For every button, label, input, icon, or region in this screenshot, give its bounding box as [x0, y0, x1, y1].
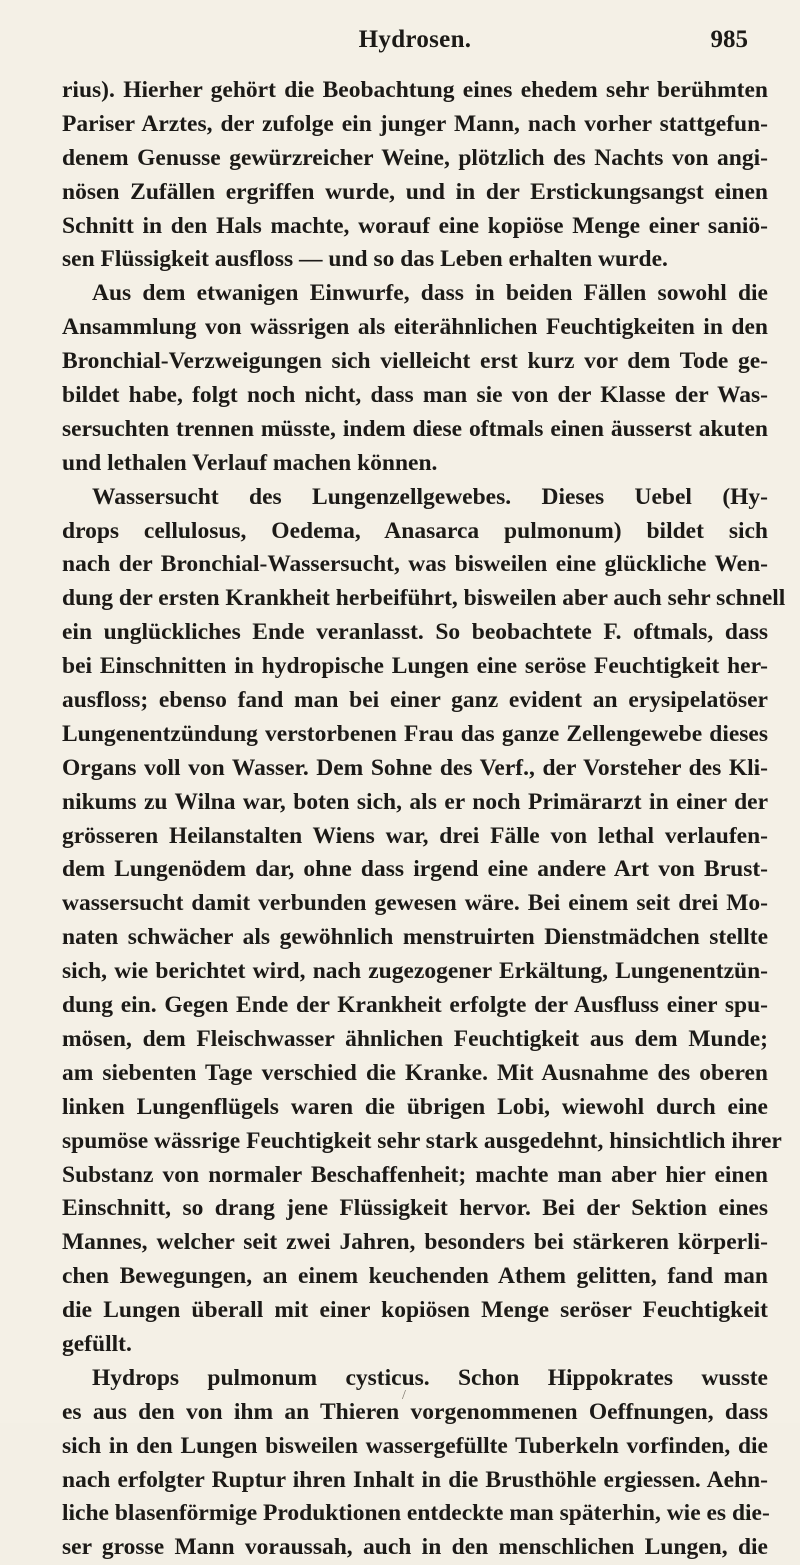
text-line: nach der Bronchial-Wassersucht, was bisweilen eine glückliche Wen-	[62, 551, 768, 578]
text-line: Pariser Arztes, der zufolge ein junger Mann, nach vorher stattgefun-	[62, 110, 768, 137]
body-text	[62, 74, 786, 1565]
running-head: Hydrosen.	[358, 26, 472, 53]
text-line: linken Lungenflügels waren die übrigen Lobi, wiewohl durch eine	[62, 1093, 768, 1120]
page-number: 985	[710, 26, 748, 53]
text-line: Aus dem etwanigen Einwurfe, dass in beiden Fällen sowohl die	[92, 280, 768, 307]
text-line: drops cellulosus, Oedema, Anasarca pulmonum) bildet sich	[62, 517, 768, 544]
text-line: Organs voll von Wasser. Dem Sohne des Verf., der Vorsteher des Kli-	[62, 754, 768, 781]
text-line: dung ein. Gegen Ende der Krankheit erfolgte der Ausfluss einer spu-	[62, 992, 768, 1019]
text-line: spumöse wässrige Feuchtigkeit sehr stark ausgedehnt, hinsichtlich ihrer	[62, 1127, 782, 1154]
text-line: naten schwächer als gewöhnlich menstruirten Dienstmädchen stellte	[62, 924, 768, 951]
text-line: rius). Hierher gehört die Beobachtung eines ehedem sehr berühmten	[62, 77, 768, 103]
text-line: sich in den Lungen bisweilen wassergefüllte Tuberkeln vorfinden, die	[62, 1432, 768, 1459]
text-line: grösseren Heilanstalten Wiens war, drei Fälle von lethal verlaufen-	[62, 822, 768, 849]
text-line: gefüllt.	[62, 1330, 132, 1357]
text-line: sen Flüssigkeit ausfloss — und so das Leben erhalten wurde.	[62, 246, 668, 273]
text-line: dung der ersten Krankheit herbeiführt, bisweilen aber auch sehr schnell	[62, 585, 786, 612]
text-line: und lethalen Verlauf machen können.	[62, 449, 438, 476]
page-smudge: /	[402, 1388, 406, 1403]
text-line: dem Lungenödem dar, ohne dass irgend eine andere Art von Brust-	[62, 856, 768, 883]
text-line: nösen Zufällen ergriffen wurde, und in der Erstickungsangst einen	[62, 178, 768, 205]
text-line: sersuchten trennen müsste, indem diese oftmals einen äusserst akuten	[62, 415, 768, 442]
text-line: nikums zu Wilna war, boten sich, als er noch Primärarzt in einer der	[62, 788, 768, 815]
text-line: am siebenten Tage verschied die Kranke. Mit Ausnahme des oberen	[62, 1059, 768, 1086]
text-line: chen Bewegungen, an einem keuchenden Athem gelitten, fand man	[62, 1263, 768, 1290]
text-line: bildet habe, folgt noch nicht, dass man sie von der Klasse der Was-	[62, 382, 768, 409]
text-line: Bronchial-Verzweigungen sich vielleicht erst kurz vor dem Tode ge-	[62, 348, 768, 375]
text-line: sich, wie berichtet wird, nach zugezogener Erkältung, Lungenentzün-	[62, 958, 768, 985]
section-heading-line: Wassersucht des Lungenzellgewebes. Dieses Uebel (Hy-	[92, 483, 768, 510]
text-line: denem Genusse gewürzreicher Weine, plötzlich des Nachts von angi-	[62, 144, 768, 171]
text-line: Einschnitt, so drang jene Flüssigkeit hervor. Bei der Sektion eines	[62, 1195, 768, 1222]
text-line: Lungenentzündung verstorbenen Frau das ganze Zellengewebe dieses	[62, 720, 768, 747]
text-line: Ansammlung von wässrigen als eiterähnlichen Feuchtigkeiten in den	[62, 314, 768, 341]
page-header	[60, 26, 770, 58]
text-line: Mannes, welcher seit zwei Jahren, besonders bei stärkeren körperli-	[62, 1229, 768, 1256]
text-line: ausfloss; ebenso fand man bei einer ganz evident an erysipelatöser	[62, 687, 768, 714]
text-line: die Lungen überall mit einer kopiösen Menge seröser Feuchtigkeit	[62, 1297, 768, 1324]
text-line: ser grosse Mann voraussah, auch in den menschlichen Lungen, die	[62, 1534, 768, 1561]
text-line: ein unglückliches Ende veranlasst. So beobachtete F. oftmals, dass	[62, 619, 768, 646]
text-line: wassersucht damit verbunden gewesen wäre. Bei einem seit drei Mo-	[62, 890, 768, 917]
section-heading-line: Hydrops pulmonum cysticus. Schon Hippokrates wusste	[92, 1364, 768, 1391]
text-line: Schnitt in den Hals machte, worauf eine kopiöse Menge einer saniö-	[62, 212, 768, 239]
text-line: es aus den von ihm an Thieren vorgenommenen Oeffnungen, dass	[62, 1398, 768, 1425]
text-line: nach erfolgter Ruptur ihren Inhalt in die Brusthöhle ergiessen. Aehn-	[62, 1466, 768, 1493]
text-line: bei Einschnitten in hydropische Lungen eine seröse Feuchtigkeit her-	[62, 653, 768, 680]
text-line: mösen, dem Fleischwasser ähnlichen Feuchtigkeit aus dem Munde;	[62, 1025, 768, 1052]
text-line: Substanz von normaler Beschaffenheit; machte man aber hier einen	[62, 1161, 768, 1188]
text-line: liche blasenförmige Produktionen entdeckte man späterhin, wie es die-	[62, 1500, 770, 1527]
